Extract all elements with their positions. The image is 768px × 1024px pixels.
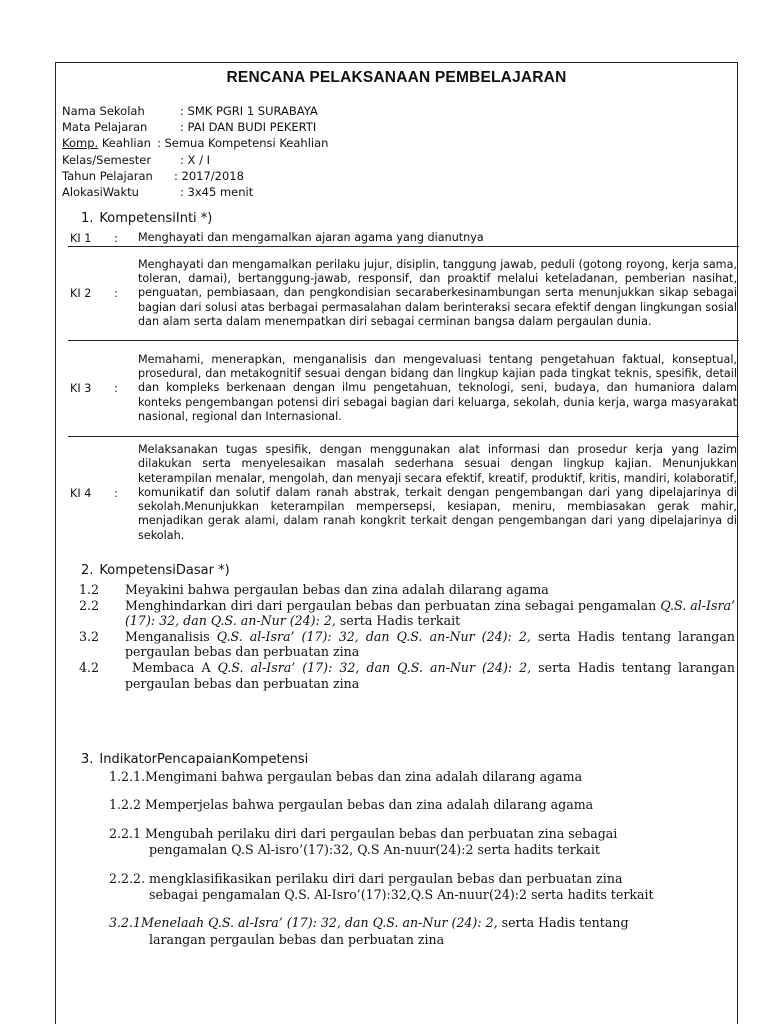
identity-label: Kelas/Semester (62, 152, 152, 167)
kd-text-part: Menghindarkan diri dari pergaulan bebas dan perbuatan zina sebagai pengamalan (125, 597, 661, 613)
section-number: 2. (81, 563, 94, 578)
identity-value: : 3x45 menit (180, 185, 254, 200)
identity-label: Mata Pelajaran (62, 120, 148, 135)
section-heading-kd (81, 563, 230, 578)
indicator-item (109, 915, 734, 948)
section-heading-indicator (81, 752, 308, 767)
identity-row (62, 168, 328, 184)
ki-row (68, 231, 739, 247)
kd-text-citation: Q.S. al-Isra’ (17): 32, dan Q.S. an-Nur (24): 2, (216, 628, 531, 644)
ki-code: KI 3 (70, 382, 92, 395)
section-number: 3. (81, 752, 94, 767)
indicator-list (109, 769, 734, 960)
indicator-text-continued: larangan pergaulan bebas dan perbuatan zina (149, 931, 445, 947)
identity-row (62, 152, 328, 168)
kd-item (79, 582, 735, 598)
ki-table (68, 231, 739, 549)
indicator-text: 2.2.1 Mengubah perilaku diri dari pergaulan bebas dan perbuatan zina sebagai (109, 825, 618, 841)
identity-value: : X / I (180, 152, 210, 167)
ki-text: Melaksanakan tugas spesifik, dengan menggunakan alat informasi dan prosedur kerja yang lazim dilakukan serta menyelesaikan masalah sederhana sesuai dengan lingkup kajian. Menunjukkan keterampilan menalar, mengolah, dan menyaji secara efektif, kreatif, produktif, kritis, mandiri, kolaboratif, komunikatif dan solutif dalam ranah abstrak, terkait dengan pengembangan dari yang dipelajarinya di sekolah.Menunjukkan keterampilan mempersepsi, kesiapan, meniru, membiasakan gerak mahir, menjadikan gerak alami, dalam ranah kongkrit terkait dengan pengembangan dari yang dipelajarinya di sekolah. (138, 442, 737, 542)
indicator-text-continued: sebagai pengamalan Q.S. Al-Isro’(17):32,Q.S An-nuur(24):2 serta hadits terkait (149, 887, 654, 903)
ki-colon: : (114, 486, 118, 500)
indicator-text-part: serta Hadis tentang (497, 915, 629, 931)
ki-code: KI 2 (70, 287, 92, 300)
identity-value: : Semua Kompetensi Keahlian (156, 136, 329, 151)
kd-text-part: serta Hadis terkait (335, 613, 461, 629)
identity-row (62, 184, 328, 200)
ki-text: Menghayati dan mengamalkan ajaran agama yang dianutnya (138, 231, 484, 245)
kd-text-part: serta Hadis tentang larangan pergaulan bebas dan perbuatan zina (125, 659, 735, 691)
indicator-text (109, 915, 734, 931)
indicator-text: 1.2.1.Mengimani bahwa pergaulan bebas dan zina adalah dilarang agama (109, 769, 583, 784)
document-title: RENCANA PELAKSANAAN PEMBELAJARAN (226, 69, 567, 86)
indicator-text-continued: pengamalan Q.S Al-isro’(17):32, Q.S An-nuur(24):2 serta hadits terkait (149, 842, 600, 858)
identity-label: Tahun Pelajaran (62, 168, 153, 183)
kd-text-part: serta Hadis tentang larangan pergaulan bebas dan perbuatan zina (125, 628, 735, 660)
ki-row (68, 341, 739, 437)
identity-label: AlokasiWaktu (62, 185, 139, 200)
kd-number: 3.2 (79, 628, 100, 644)
ki-text: Memahami, menerapkan, menganalisis dan mengevaluasi tentang pengetahuan faktual, konseptual, prosedural, dan metakognitif sesuai dengan bidang dan lingkup kajian pada tingkat teknis, spesifik, detail dan kompleks berkenaan dengan ilmu pengetahuan, teknologi, seni, budaya, dan humaniora dalam konteks pengembangan potensi diri sebagai bagian dari keluarga, sekolah, dunia kerja, warga masyarakat nasional, regional dan Internasional. (138, 352, 737, 423)
indicator-item (109, 797, 734, 813)
kd-text (125, 660, 735, 691)
kd-item (79, 598, 735, 629)
section-title: KompetensiInti *) (99, 211, 213, 226)
document-page (55, 62, 738, 1024)
ki-row (68, 437, 739, 549)
indicator-text: 2.2.2. mengklasifikasikan perilaku diri dari pergaulan bebas dan perbuatan zina (109, 870, 623, 886)
kd-list (79, 582, 735, 691)
indicator-item (109, 769, 734, 785)
identity-label (62, 135, 151, 151)
kd-text (125, 629, 735, 660)
ki-row (68, 247, 739, 341)
identity-value: : 2017/2018 (174, 168, 244, 183)
kd-text-part: Membaca A (125, 659, 218, 675)
kd-number: 2.2 (79, 597, 100, 613)
indicator-item (109, 871, 734, 904)
kd-text-citation: Q.S. al-Isra’ (17): 32, dan Q.S. an-Nur (24): 2, (217, 659, 532, 675)
section-number: 1. (81, 211, 94, 226)
kd-text: Meyakini bahwa pergaulan bebas dan zina adalah dilarang agama (125, 582, 549, 597)
ki-text: Menghayati dan mengamalkan perilaku jujur, disiplin, tanggung jawab, peduli (gotong royong, kerja sama, toleran, damai), bertanggung-jawab, responsif, dan proaktif melalui keteladanan, pemberian nasihat, penguatan, pembiasaan, dan pengkondisian secaraberkesinambungan serta menunjukkan sikap sebagai bagian dari solusi atas berbagai permasalahan dalam berinteraksi secara efektif dengan lingkungan sosial dan alam serta dalam menempatkan diri sebagai cerminan bangsa dalam pergaulan dunia. (138, 257, 737, 328)
kd-text (125, 598, 735, 629)
indicator-text-citation: 3.2.1Menelaah Q.S. al-Isra’ (17): 32, dan Q.S. an-Nur (24): 2, (109, 915, 498, 931)
ki-colon: : (114, 287, 118, 300)
indicator-item (109, 826, 734, 859)
ki-code: KI 4 (70, 486, 92, 500)
section-heading-ki (81, 211, 212, 226)
identity-label: Nama Sekolah (62, 104, 145, 118)
identity-label-underlined: Komp. (62, 136, 99, 151)
section-title: KompetensiDasar *) (99, 563, 230, 578)
identity-value: : SMK PGRI 1 SURABAYA (180, 104, 318, 118)
identity-value: : PAI DAN BUDI PEKERTI (180, 120, 317, 135)
identity-row (62, 103, 328, 119)
identity-row (62, 119, 328, 135)
ki-code: KI 1 (70, 232, 92, 245)
kd-text-citation: Q.S. al-Isra’ (17): 32, dan Q.S. an-Nur (24): 2, (125, 597, 736, 629)
identity-label-rest: Keahlian (98, 136, 151, 151)
kd-number: 4.2 (79, 659, 100, 675)
identity-table (62, 103, 328, 200)
section-title: IndikatorPencapaianKompetensi (99, 752, 309, 767)
kd-text-part: Menganalisis (125, 628, 217, 644)
kd-number: 1.2 (79, 582, 100, 597)
ki-colon: : (114, 232, 118, 245)
ki-colon: : (114, 382, 118, 395)
kd-item (79, 660, 735, 691)
indicator-text: 1.2.2 Memperjelas bahwa pergaulan bebas dan zina adalah dilarang agama (109, 797, 594, 813)
identity-row (62, 135, 328, 151)
kd-item (79, 629, 735, 660)
